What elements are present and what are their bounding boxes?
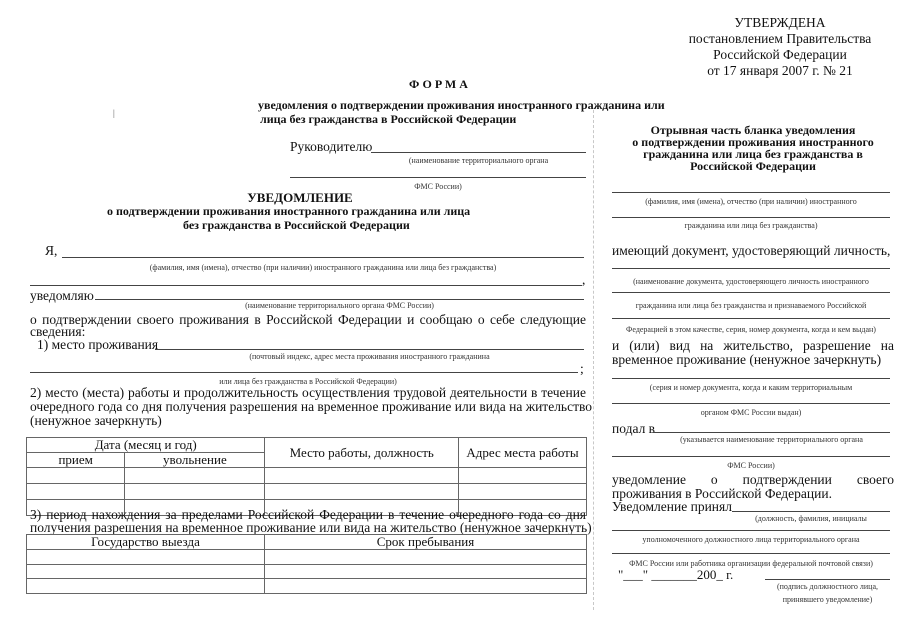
stub-doc-caption: (наименование документа, удостоверяющего личность иностранного — [633, 277, 869, 286]
work-table-row[interactable] — [27, 468, 587, 484]
stub-name-line-2[interactable] — [612, 217, 890, 218]
notify-caption: (наименование территориального органа ФМС России) — [245, 301, 434, 310]
stub-permit-2: временное проживание (ненужное зачеркнуть) — [612, 352, 882, 367]
work-paragraph-1: 2) место (места) работы и продолжительность осуществления трудовой деятельности в течение — [30, 385, 586, 400]
addressee-label: Руководителю — [290, 139, 373, 154]
addressee-caption-2: ФМС России) — [414, 182, 462, 191]
approval-line-4: от 17 января 2007 г. № 21 — [707, 63, 853, 78]
form-heading: ФОРМА — [409, 77, 471, 91]
stub-accepted-label: Уведомление принял — [612, 499, 732, 514]
comma-mark: , — [582, 272, 586, 287]
applicant-name-line-2[interactable] — [30, 285, 582, 286]
semicolon-mark: ; — [580, 361, 584, 376]
stub-accepted-caption-3: ФМС России или работника организации федеральной почтовой связи) — [629, 559, 873, 568]
stub-submitted-line-2[interactable] — [612, 456, 890, 457]
stub-doc-label: имеющий документ, удостоверяющий личность, — [612, 243, 891, 258]
stub-doc-line[interactable] — [612, 268, 890, 269]
stub-notif-1: уведомление о подтверждении своего — [612, 472, 894, 487]
stray-mark: | — [113, 108, 115, 118]
stub-submitted-caption-2: ФМС России) — [727, 461, 775, 470]
residence-caption: (почтовый индекс, адрес места проживания иностранного гражданина — [249, 352, 490, 361]
abroad-table-row[interactable] — [27, 565, 587, 579]
cut-line — [593, 110, 594, 610]
abroad-table-row[interactable] — [27, 550, 587, 565]
abroad-table-row[interactable] — [27, 579, 587, 594]
about-line-2: сведения: — [30, 324, 86, 339]
i-label: Я, — [45, 243, 58, 258]
residence-caption-2: или лица без гражданства в Российской Федерации) — [219, 377, 397, 386]
residence-line[interactable] — [155, 349, 584, 350]
work-col-address: Адрес места работы — [458, 438, 586, 468]
stub-permit-line[interactable] — [612, 378, 890, 379]
addressee-line[interactable] — [371, 152, 586, 153]
stub-date-line[interactable]: "___" _______200_ г. — [618, 567, 734, 582]
abroad-table — [26, 534, 587, 594]
notify-label: уведомляю — [30, 288, 94, 303]
notice-title: УВЕДОМЛЕНИЕ — [247, 190, 353, 205]
stub-signature-line[interactable] — [765, 579, 890, 580]
work-table — [26, 437, 587, 516]
approval-line-1: УТВЕРЖДЕНА — [734, 15, 826, 30]
stub-notif-2: проживания в Российской Федерации. — [612, 486, 832, 501]
stub-sign-caption: (подпись должностного лица, — [776, 582, 879, 591]
stub-permit-1: и (или) вид на жительство, разрешение на — [612, 338, 894, 353]
stub-title-1: Отрывная часть бланка уведомления — [650, 123, 856, 137]
about-line-1: о подтверждении своего проживания в Российской Федерации и сообщаю о себе следующие — [30, 312, 586, 327]
stub-title-2: о подтверждении проживания иностранного — [632, 135, 874, 149]
stub-title-3: гражданина или лица без гражданства в — [643, 147, 863, 161]
approval-line-3: Российской Федерации — [713, 47, 847, 62]
work-col-date: Дата (месяц и год) — [27, 438, 265, 453]
stub-title-4: Российской Федерации — [690, 159, 816, 173]
form-subtitle-1: уведомления о подтверждении проживания иностранного гражданина или — [258, 98, 665, 112]
applicant-name-line[interactable] — [62, 257, 584, 258]
addressee-caption: (наименование территориального органа — [408, 156, 549, 165]
work-table-row[interactable] — [27, 484, 587, 500]
stub-permit-line-2[interactable] — [612, 403, 890, 404]
work-paragraph-2: очередного года со дня получения разрешения на временное проживание или вида на жительство — [30, 399, 593, 414]
stub-permit-caption-2: органом ФМС России выдан) — [700, 408, 802, 417]
stub-sign-caption-2: принявшего уведомление) — [782, 595, 873, 604]
abroad-col-duration: Срок пребывания — [265, 535, 587, 550]
stub-name-line[interactable] — [612, 192, 890, 193]
stub-accepted-line-2[interactable] — [612, 530, 890, 531]
stub-name-caption: (фамилия, имя (имена), отчество (при наличии) иностранного — [645, 197, 857, 206]
stub-submitted-label: подал в — [612, 421, 656, 436]
stub-accepted-caption-2: уполномоченного должностного лица территориального органа — [642, 535, 860, 544]
work-col-position: Место работы, должность — [265, 438, 459, 468]
work-col-hire: прием — [27, 453, 125, 468]
approval-line-2: постановлением Правительства — [688, 31, 872, 46]
stub-doc-line-2[interactable] — [612, 292, 890, 293]
stub-accepted-line[interactable] — [732, 511, 890, 512]
notice-subtitle-2: без гражданства в Российской Федерации — [183, 218, 410, 232]
stub-accepted-line-3[interactable] — [612, 553, 890, 554]
work-paragraph-3: (ненужное зачеркнуть) — [30, 413, 162, 428]
stub-permit-caption: (серия и номер документа, когда и каким территориальным — [649, 383, 853, 392]
work-col-fire: увольнение — [125, 453, 265, 468]
stub-submitted-line[interactable] — [653, 432, 890, 433]
residence-line-2[interactable] — [30, 372, 578, 373]
addressee-line-2[interactable] — [290, 177, 586, 178]
residence-label: 1) место проживания — [37, 337, 159, 352]
notify-line[interactable] — [95, 299, 584, 300]
stub-accepted-caption: (должность, фамилия, инициалы — [755, 514, 867, 523]
stub-doc-caption-2: гражданина или лица без гражданства и признаваемого Российской — [635, 301, 867, 310]
abroad-paragraph-1: 3) период нахождения за пределами Российской Федерации в течение очередного года со дня — [30, 507, 586, 522]
stub-submitted-caption: (указывается наименование территориального органа — [680, 435, 863, 444]
stub-doc-line-3[interactable] — [612, 318, 890, 319]
form-subtitle-2: лица без гражданства в Российской Федерации — [260, 112, 517, 126]
stub-doc-caption-3: Федерацией в этом качестве, серия, номер документа, когда и кем выдан) — [626, 325, 876, 334]
stub-name-caption-2: гражданина или лица без гражданства) — [684, 221, 818, 230]
abroad-col-country: Государство выезда — [27, 535, 265, 550]
applicant-name-caption: (фамилия, имя (имена), отчество (при наличии) иностранного гражданина или лица без гражданства) — [149, 263, 497, 272]
abroad-paragraph-2: получения разрешения на временное проживание или вида на жительство (ненужное зачеркнуть) — [30, 520, 592, 535]
notice-subtitle-1: о подтверждении проживания иностранного гражданина или лица — [107, 204, 471, 218]
